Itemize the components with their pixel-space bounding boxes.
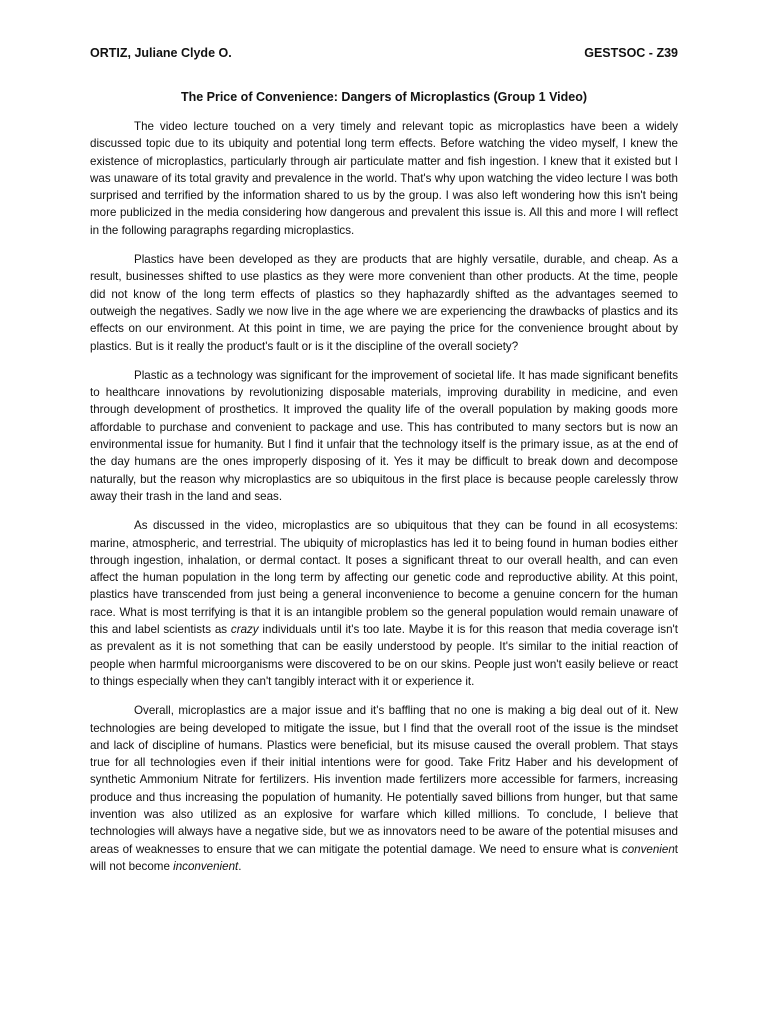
document-page	[90, 44, 678, 887]
paragraph-text-segment: Overall, microplastics are a major issue and it's baffling that no one is making a big deal out of it. New technologies are being developed to mitigate the issue, but I find that the overall root of the issue is the mindset and lack of discipline of humans. Plastics were beneficial, but its misuse caused the overall problem. That stays true for all technologies even if their initial intentions were for good. Take Fritz Haber and his development of synthetic Ammonium Nitrate for fertilizers. His invention made fertilizers more accessible for farmers, increasing produce and thus increasing the population of humanity. He potentially saved billions from hunger, but that same invention was also utilized as an explosive for warfare which killed millions. To conclude, I believe that technologies will always have a negative side, but we as innovators need to be aware of the potential misuses and areas of weaknesses to ensure that we can mitigate the potential damage. We need to ensure what is	[90, 704, 678, 856]
author-name: ORTIZ, Juliane Clyde O.	[90, 46, 232, 60]
emphasis-crazy: crazy	[230, 623, 259, 637]
emphasis-convenient: convenien	[621, 842, 675, 856]
paragraph-text-segment: individuals until it's too late. Maybe it is for this reason that media coverage isn't as prevalent as it is not something that can be easily understood by people. It's similar to the initial reaction of people when harmful microorganisms were discovered to be on our skins. People just won't easily believe or react to things especially when they can't tangibly interact with it or experience it.	[90, 623, 678, 688]
paragraph-intro: The video lecture touched on a very timely and relevant topic as microplastics have been a widely discussed topic due to its ubiquity and potential long term effects. Before watching the video myself, I knew the existence of microplastics, particularly through air particulate matter and fish ingestion. I knew that it existed but I was unaware of its total gravity and prevalence in the world. That's why upon watching the video lecture I was both surprised and terrified by the information shared to us by the group. I was also left wondering how this isn't being more publicized in the media considering how dangerous and prevalent this issue is. All this and more I will reflect in the following paragraphs regarding microplastics.	[90, 120, 678, 237]
paragraph-plastics-history: Plastics have been developed as they are products that are highly versatile, durable, and cheap. As a result, businesses shifted to use plastics as they were more convenient than other products. At the time, people did not know of the long term effects of plastics so they haphazardly shifted as the advantages seemed to outweigh the negatives. Sadly we now live in the age where we are experiencing the drawbacks of plastics and its effects on our environment. At this point in time, we are paying the price for the convenience brought about by plastics. But is it really the product's fault or is it the discipline of the overall society?	[90, 253, 678, 353]
paragraph-conclusion	[90, 702, 678, 875]
paragraph-plastic-technology: Plastic as a technology was significant for the improvement of societal life. It has made significant benefits to healthcare innovations by revolutionizing disposable materials, improving durability in medicine, and even through development of prosthetics. It improved the quality life of the overall population by making goods more affordable to purchase and convenient to package and use. This has contributed to many sectors but is now an environmental issue for humanity. But I find it unfair that the technology itself is the primary issue, as at the end of the day humans are the ones improperly disposing of it. Yes it may be difficult to break down and decompose naturally, but the reason why microplastics are so ubiquitous in the first place is because people carelessly throw away their trash in the land and seas.	[90, 368, 678, 503]
emphasis-inconvenient: inconvenient	[173, 859, 239, 873]
paragraph-ubiquity	[90, 517, 678, 690]
paragraph-text-segment: As discussed in the video, microplastics are so ubiquitous that they can be found in all ecosystems: marine, atmospheric, and terrestrial. The ubiquity of microplastics has led it to being found in human bodies either through ingestion, inhalation, or dermal contact. It poses a significant threat to our overall health, and can even affect the human population in the long term by affecting our genetic code and reproductive ability. At this point, plastics have transcended from just being a general inconvenience to become a genuine concern for the human race. What is most terrifying is that it is an intangible problem so the general population would remain unaware of this and label scientists as	[90, 519, 678, 637]
document-title: The Price of Convenience: Dangers of Microplastics (Group 1 Video)	[180, 90, 588, 104]
paragraph-text-segment: .	[238, 859, 242, 873]
course-code: GESTSOC - Z39	[584, 46, 678, 60]
paragraph-text-segment: t will not become	[90, 842, 678, 873]
document-header	[90, 44, 678, 62]
document-body	[90, 118, 678, 875]
